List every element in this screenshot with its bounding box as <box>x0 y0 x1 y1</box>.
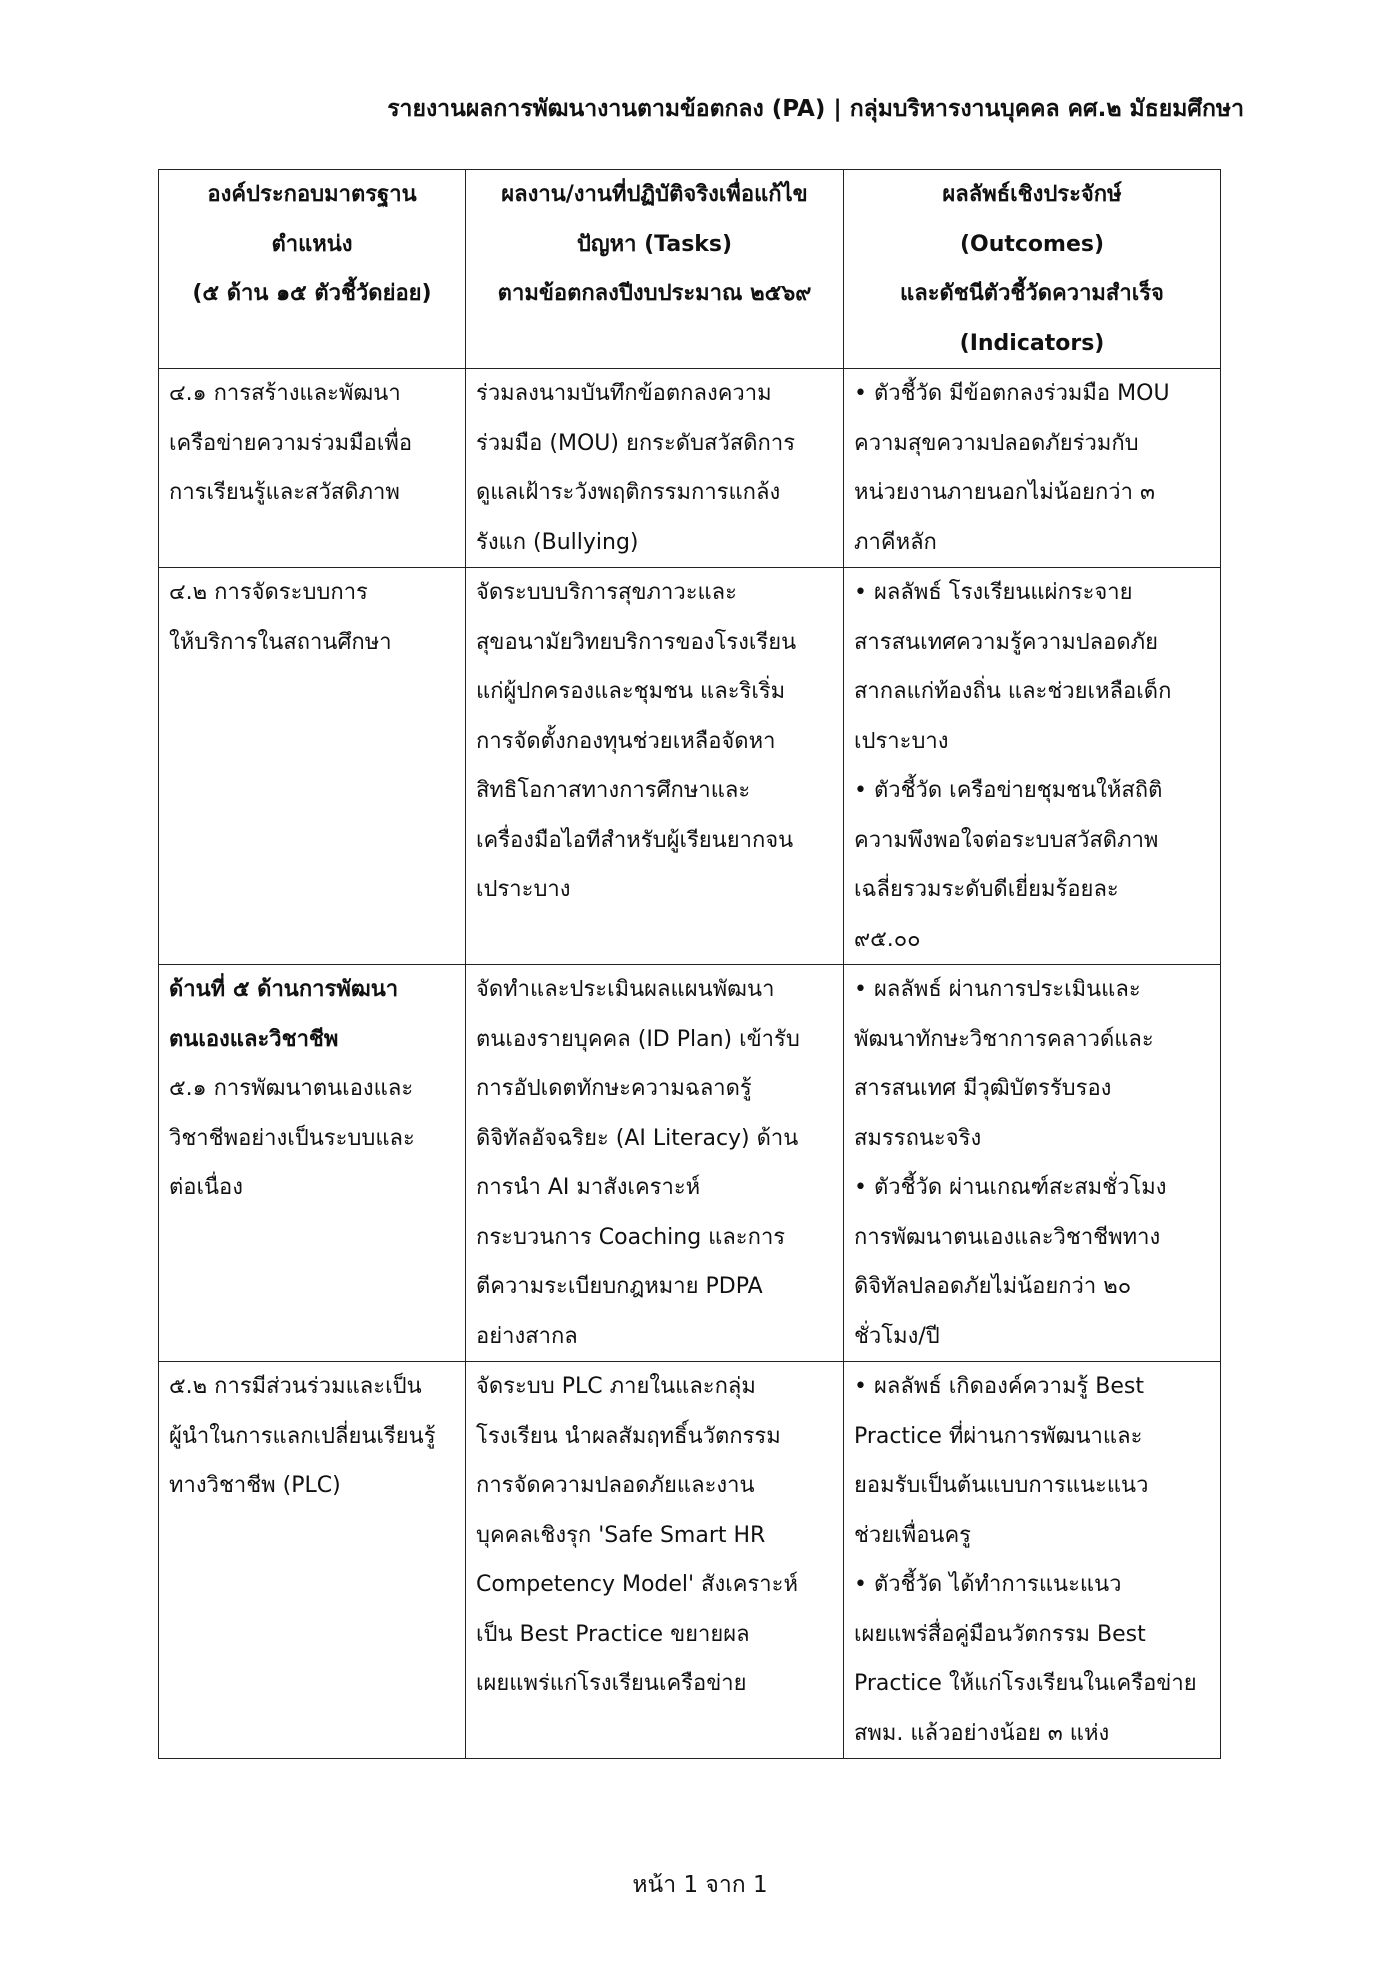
cell-line: ตีความระเบียบกฎหมาย PDPA <box>476 1274 763 1299</box>
cell-line: ช่วยเพื่อนครู <box>854 1522 971 1548</box>
page-number: หน้า 1 จาก 1 <box>632 1872 768 1898</box>
cell-outcomes <box>844 568 1221 965</box>
cell-line: ๕.๒ การมีส่วนร่วมและเป็น <box>169 1374 422 1399</box>
cell-outcomes <box>844 369 1221 568</box>
cell-line: ต่อเนื่อง <box>169 1175 244 1200</box>
cell-line: เปราะบาง <box>854 728 949 754</box>
table-row <box>159 965 1221 1362</box>
cell-line: สพม. แล้วอย่างน้อย ๓ แห่ง <box>854 1720 1110 1746</box>
cell-line: ยอมรับเป็นต้นแบบการแนะแนว <box>854 1473 1149 1498</box>
cell-line: ดิจิทัลปลอดภัยไม่น้อยกว่า ๒๐ <box>854 1274 1132 1299</box>
cell-line: การจัดความปลอดภัยและงาน <box>476 1473 755 1498</box>
cell-line: เฉลี่ยรวมระดับดีเยี่ยมร้อยละ <box>854 877 1119 902</box>
pa-table <box>158 169 1221 1759</box>
cell-line: รังแก (Bullying) <box>476 529 639 555</box>
header-line: องค์ประกอบมาตรฐาน <box>207 182 417 207</box>
cell-line: เครือข่ายความร่วมมือเพื่อ <box>169 430 413 456</box>
cell-line: การจัดตั้งกองทุนช่วยเหลือจัดหา <box>476 728 776 754</box>
table-row <box>159 568 1221 965</box>
cell-line: สมรรถนะจริง <box>854 1125 982 1151</box>
cell-line: จัดระบบ PLC ภายในและกลุ่ม <box>476 1374 756 1399</box>
cell-line: การพัฒนาตนเองและวิชาชีพทาง <box>854 1224 1161 1250</box>
header-line: (๕ ด้าน ๑๕ ตัวชี้วัดย่อย) <box>192 281 432 306</box>
header-line: ปัญหา (Tasks) <box>576 231 733 257</box>
cell-standard <box>159 568 466 965</box>
cell-line: ความสุขความปลอดภัยร่วมกับ <box>854 430 1139 456</box>
cell-line: • ตัวชี้วัด เครือข่ายชุมชนให้สถิติ <box>854 778 1163 803</box>
cell-line: ชั่วโมง/ปี <box>854 1323 940 1349</box>
cell-line: ทางวิชาชีพ (PLC) <box>169 1473 341 1498</box>
table-row <box>159 1362 1221 1759</box>
cell-line: การอัปเดตทักษะความฉลาดรู้ <box>476 1076 752 1101</box>
cell-line: ๙๕.๐๐ <box>854 926 921 952</box>
header-line: (Indicators) <box>959 330 1105 356</box>
cell-line: วิชาชีพอย่างเป็นระบบและ <box>169 1125 415 1151</box>
cell-line: ๔.๒ การจัดระบบการ <box>169 580 368 605</box>
cell-line: เป็น Best Practice ขยายผล <box>476 1621 750 1647</box>
header-standard-component <box>159 170 466 369</box>
cell-line: ดูแลเฝ้าระวังพฤติกรรมการแกล้ง <box>476 480 781 505</box>
cell-line: ความพึงพอใจต่อระบบสวัสดิภาพ <box>854 827 1159 853</box>
header-tasks <box>466 170 844 369</box>
table-header-row <box>159 170 1221 369</box>
section-heading-line: ด้านที่ ๕ ด้านการพัฒนา <box>169 977 399 1002</box>
cell-line: หน่วยงานภายนอกไม่น้อยกว่า ๓ <box>854 480 1156 505</box>
header-outcomes <box>844 170 1221 369</box>
cell-line: การนำ AI มาสังเคราะห์ <box>476 1175 701 1200</box>
cell-line: เครื่องมือไอทีสำหรับผู้เรียนยากจน <box>476 827 794 853</box>
cell-line: เผยแพร่แก่โรงเรียนเครือข่าย <box>476 1671 747 1696</box>
cell-tasks <box>466 965 844 1362</box>
cell-line: ให้บริการในสถานศึกษา <box>169 629 392 655</box>
cell-line: • ตัวชี้วัด ได้ทำการแนะแนว <box>854 1572 1122 1597</box>
cell-line: ดิจิทัลอัจฉริยะ (AI Literacy) ด้าน <box>476 1125 799 1151</box>
cell-standard <box>159 1362 466 1759</box>
cell-line: ร่วมลงนามบันทึกข้อตกลงความ <box>476 381 772 406</box>
header-line: ตามข้อตกลงปีงบประมาณ ๒๕๖๙ <box>497 281 812 306</box>
cell-line: บุคคลเชิงรุก 'Safe Smart HR <box>476 1522 766 1548</box>
cell-line: เปราะบาง <box>476 877 571 902</box>
cell-line: การเรียนรู้และสวัสดิภาพ <box>169 480 400 505</box>
cell-line: โรงเรียน นำผลสัมฤทธิ์นวัตกรรม <box>476 1423 781 1449</box>
cell-line: กระบวนการ Coaching และการ <box>476 1224 786 1250</box>
cell-line: • ผลลัพธ์ โรงเรียนแผ่กระจาย <box>854 580 1133 605</box>
cell-line: สิทธิโอกาสทางการศึกษาและ <box>476 778 751 803</box>
header-line: ผลงาน/งานที่ปฏิบัติจริงเพื่อแก้ไข <box>501 182 808 207</box>
cell-standard <box>159 965 466 1362</box>
cell-standard <box>159 369 466 568</box>
header-line: และดัชนีตัวชี้วัดความสำเร็จ <box>900 281 1164 306</box>
cell-line: Practice ให้แก่โรงเรียนในเครือข่าย <box>854 1671 1197 1696</box>
cell-line: อย่างสากล <box>476 1323 578 1349</box>
cell-line: ตนเองรายบุคคล (ID Plan) เข้ารับ <box>476 1026 800 1052</box>
cell-line: เผยแพร่สื่อคู่มือนวัตกรรม Best <box>854 1621 1146 1647</box>
cell-line: สุขอนามัยวิทยบริการของโรงเรียน <box>476 629 797 655</box>
cell-line: • ผลลัพธ์ เกิดองค์ความรู้ Best <box>854 1374 1144 1399</box>
cell-tasks <box>466 1362 844 1759</box>
cell-line: ผู้นำในการแลกเปลี่ยนเรียนรู้ <box>169 1423 436 1449</box>
cell-line: จัดระบบบริการสุขภาวะและ <box>476 580 737 605</box>
cell-line: • ตัวชี้วัด มีข้อตกลงร่วมมือ MOU <box>854 381 1170 406</box>
table-row <box>159 369 1221 568</box>
section-heading-line: ตนเองและวิชาชีพ <box>169 1026 339 1052</box>
cell-line: จัดทำและประเมินผลแผนพัฒนา <box>476 977 775 1002</box>
cell-line: สารสนเทศ มีวุฒิบัตรรับรอง <box>854 1076 1112 1101</box>
cell-outcomes <box>844 965 1221 1362</box>
cell-line: • ตัวชี้วัด ผ่านเกณฑ์สะสมชั่วโมง <box>854 1175 1167 1200</box>
cell-line: สารสนเทศความรู้ความปลอดภัย <box>854 629 1159 655</box>
header-line: (Outcomes) <box>959 231 1105 257</box>
cell-line: แก่ผู้ปกครองและชุมชน และริเริ่ม <box>476 679 786 704</box>
cell-tasks <box>466 369 844 568</box>
document-header: รายงานผลการพัฒนางานตามข้อตกลง (PA) | กลุ่มบริหารงานบุคคล คศ.๒ มัธยมศึกษา <box>387 96 1244 122</box>
cell-line: พัฒนาทักษะวิชาการคลาวด์และ <box>854 1026 1154 1052</box>
cell-line: Practice ที่ผ่านการพัฒนาและ <box>854 1423 1143 1449</box>
header-line: ผลลัพธ์เชิงประจักษ์ <box>942 182 1122 207</box>
cell-line: Competency Model' สังเคราะห์ <box>476 1572 798 1597</box>
cell-line: ๔.๑ การสร้างและพัฒนา <box>169 381 401 406</box>
cell-line: ภาคีหลัก <box>854 529 937 555</box>
header-line: ตำแหน่ง <box>271 231 353 257</box>
cell-line: สากลแก่ท้องถิ่น และช่วยเหลือเด็ก <box>854 679 1172 704</box>
cell-tasks <box>466 568 844 965</box>
cell-line: ร่วมมือ (MOU) ยกระดับสวัสดิการ <box>476 430 796 456</box>
cell-outcomes <box>844 1362 1221 1759</box>
cell-line: • ผลลัพธ์ ผ่านการประเมินและ <box>854 977 1141 1002</box>
cell-line: ๕.๑ การพัฒนาตนเองและ <box>169 1076 414 1101</box>
